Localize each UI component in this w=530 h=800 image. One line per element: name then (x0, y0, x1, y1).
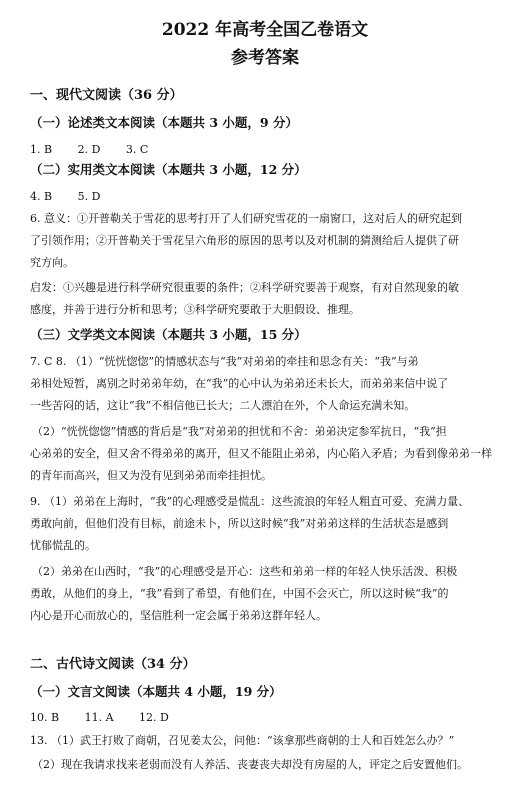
answer-item: 10. B (30, 711, 60, 724)
answer-text-line: 的青年而高兴，但又为没有见到弟弟而牵挂担忧。 (30, 469, 272, 482)
answer-row (30, 190, 505, 204)
answer-item: 2. D (77, 143, 101, 156)
answer-text-line: 心弟弟的安全，但又舍不得弟弟的离开，但又不能阻止弟弟，内心陷入矛盾；为看到像弟弟一样 (30, 447, 492, 460)
answer-row (30, 143, 505, 157)
answer-text-line: 7. C 8. （1）“恍恍惚惚”的情感状态与“我”对弟弟的牵挂和思念有关：“我”与弟 (30, 355, 419, 368)
document-title: 2022 年高考全国乙卷语文 (161, 20, 369, 40)
answer-item: 3. C (125, 143, 149, 156)
answer-text-line: 弟相处短暂，离别之时弟弟年幼，在“我”的心中认为弟弟还未长大，而弟弟来信中说了 (30, 377, 449, 390)
answer-text-line: 感度，并善于进行分析和思考；③科学研究要敢于大胆假设、推理。 (30, 303, 360, 316)
answer-row (30, 711, 505, 725)
subsection-heading-literary: （三）文学类文本阅读（本题共 3 小题，15 分） (30, 327, 307, 342)
answer-text-line: 9. （1）弟弟在上海时，“我”的心理感受是慌乱：这些流浪的年轻人粗直可爱、充满力量、 (30, 495, 470, 508)
section-heading-classical-reading: 二、古代诗文阅读（34 分） (30, 657, 196, 672)
answer-text-line: 忧郁慌乱的。 (30, 539, 96, 552)
answer-text-line: 究方向。 (30, 256, 74, 269)
answer-text-line: 一些苦闷的话，这让“我”不相信他已长大；二人漂泊在外，个人命运充满未知。 (30, 399, 416, 412)
answer-text-line: 内心是开心而放心的，坚信胜利一定会属于弟弟这群年轻人。 (30, 609, 327, 622)
section-heading-modern-reading: 一、现代文阅读（36 分） (30, 88, 183, 103)
answer-text-line: 6. 意义：①开普勒关于雪花的思考打开了人们研究雪花的一扇窗口，这对后人的研究起到 (30, 212, 462, 225)
answer-text-line: （2）“恍恍惚惚”情感的背后是“我”对弟弟的担忧和不舍：弟弟决定参军抗日，“我”担 (32, 425, 447, 438)
answer-text-line: 勇敢向前，但他们没有目标，前途未卜，所以这时候“我”对弟弟这样的生活状态是感到 (30, 517, 449, 530)
answer-text-line: （2）弟弟在山西时，“我”的心理感受是开心：这些和弟弟一样的年轻人快乐活泼、积极 (32, 565, 458, 578)
subsection-heading-practical: （二）实用类文本阅读（本题共 3 小题，12 分） (30, 162, 307, 177)
answer-item: 4. B (30, 190, 53, 203)
document-subtitle: 参考答案 (231, 48, 299, 68)
answer-text-line: 了引领作用；②开普勒关于雪花呈六角形的原因的思考以及对机制的猜测给后人提供了研 (30, 234, 459, 247)
answer-item: 5. D (77, 190, 101, 203)
answer-item: 11. A (84, 711, 114, 724)
subsection-heading-classical-prose: （一）文言文阅读（本题共 4 小题，19 分） (30, 684, 282, 699)
answer-text-line: 13. （1）武王打败了商朝，召见姜太公，问他：“该拿那些商朝的士人和百姓怎么办？” (30, 734, 455, 747)
subsection-heading-argumentative: （一）论述类文本阅读（本题共 3 小题，9 分） (30, 115, 298, 130)
answer-text-line: （2）现在我请求找来老弱而没有人养活、丧妻丧夫却没有房屋的人，评定之后安置他们。 (32, 758, 468, 771)
answer-text-line: 勇敢，从他们的身上，“我”看到了希望，有他们在，中国不会灭亡，所以这时候“我”的 (30, 587, 449, 600)
answer-item: 1. B (30, 143, 53, 156)
answer-text-line: 启发：①兴趣是进行科学研究很重要的条件；②科学研究要善于观察，有对自然现象的敏 (30, 281, 459, 294)
answer-item: 12. D (139, 711, 169, 724)
